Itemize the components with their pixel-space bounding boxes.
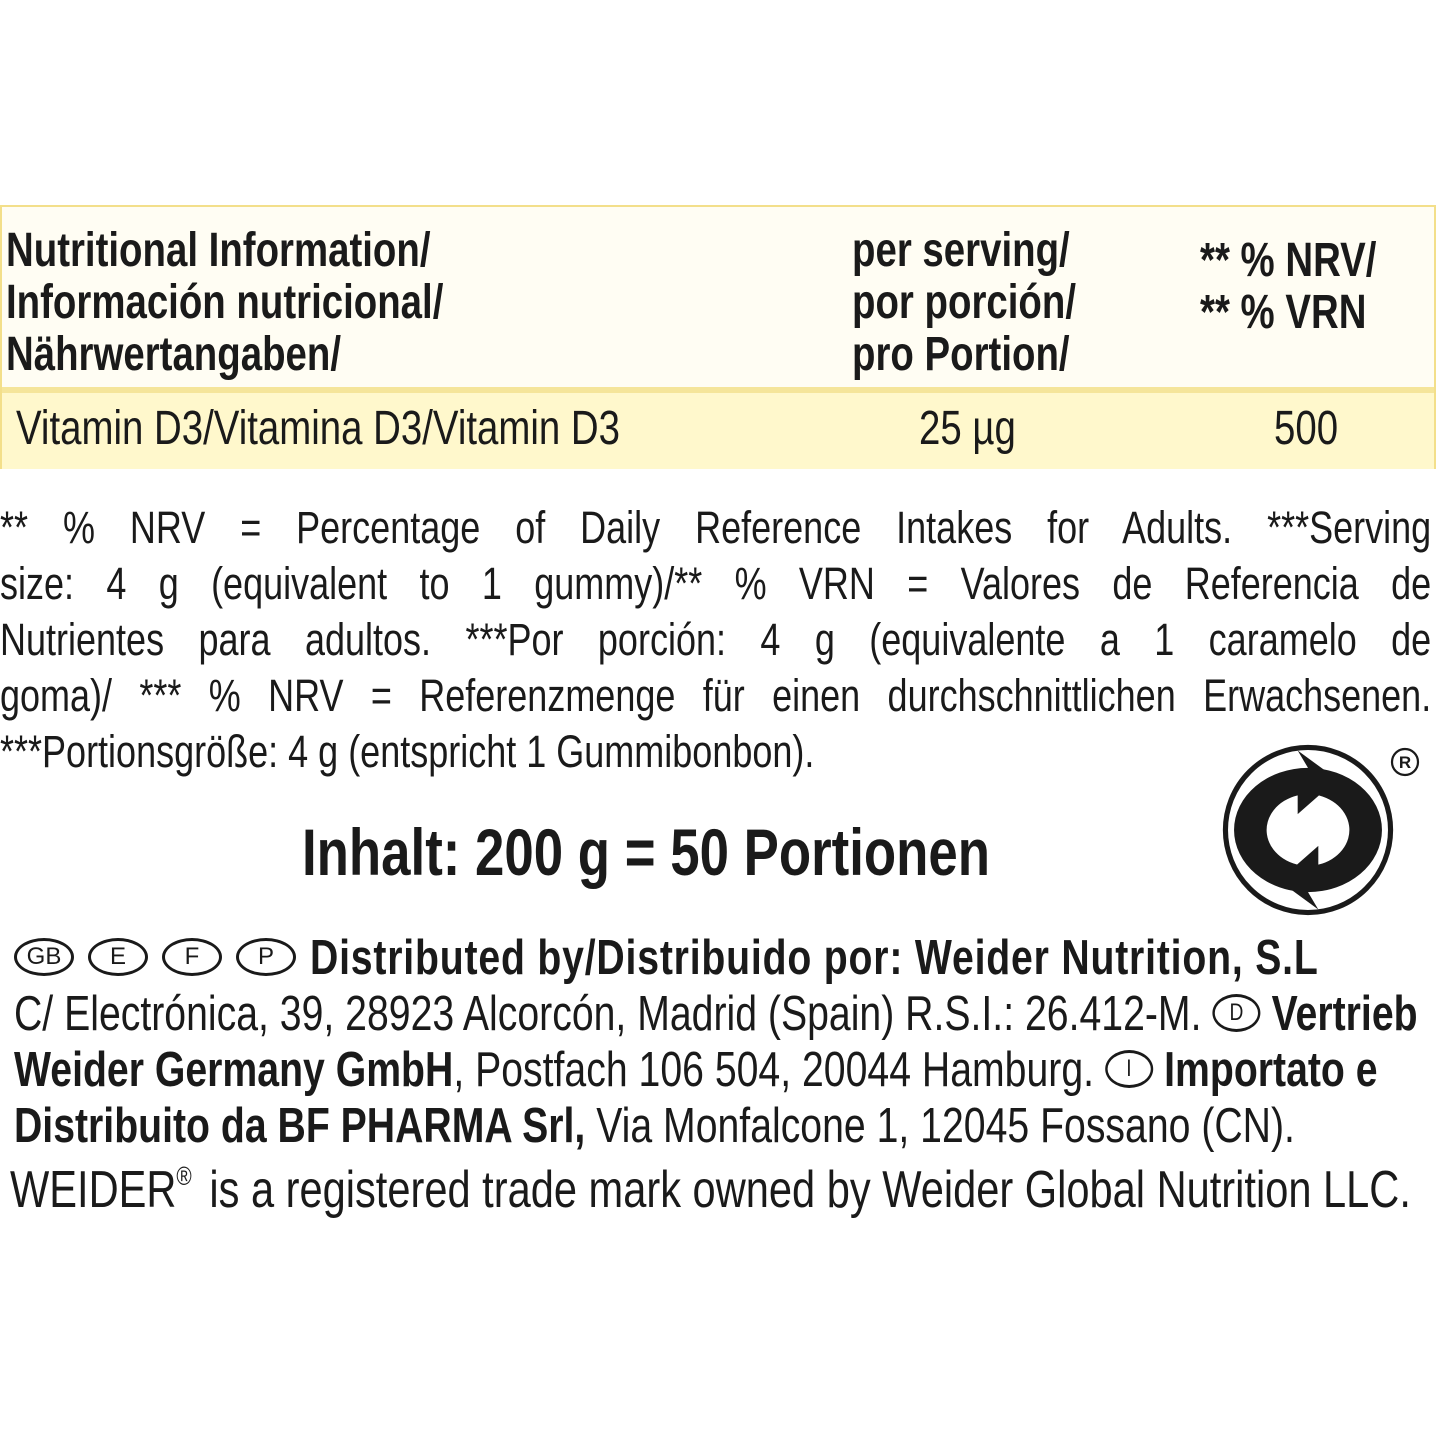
distributor-name: Distributed by/Distribuido por: Weider Nutrition, S.L [310,931,1319,985]
distributor-bold-text: Vertrieb [1271,987,1418,1041]
header-nutritional-information [6,225,553,381]
brand-name: WEIDER [10,1161,177,1219]
nutrient-nrv: 500 [1274,402,1339,455]
header-line: ** % NRV/ [1200,234,1377,287]
country-code-badge: I [1105,1050,1153,1088]
trademark-notice [10,1160,1436,1220]
table-row [2,393,1434,469]
header-line: ** % VRN [1200,286,1367,339]
country-code-badge: F [162,938,222,976]
distributor-line [14,1098,1436,1154]
green-dot-recycling-icon [1222,744,1394,916]
contents-label: Inhalt: 200 g = 50 Portionen [302,815,991,889]
distributor-address: , Postfach 106 504, 20044 Hamburg. [453,1043,1095,1097]
country-code-badge: P [236,938,296,976]
header-nrv [1200,235,1421,339]
nutrition-table [0,205,1436,469]
registered-symbol: ® [176,1161,192,1191]
footnote-line: goma)/ *** % NRV = Referenzmenge für einen durchschnittlichen Erwachsenen. [0,670,1432,721]
header-line: Información nutricional/ [6,276,444,329]
distributor-company: Weider Germany GmbH [14,1043,454,1097]
header-line: per serving/ [852,224,1070,277]
nutrient-name: Vitamin D3/Vitamina D3/Vitamin D3 [16,402,621,455]
nutrient-amount: 25 µg [919,402,1016,455]
header-line: Nutritional Information/ [6,224,431,277]
distributor-line [14,1042,1436,1098]
header-line: por porción/ [852,276,1076,329]
footnote-line: Nutrientes para adultos. ***Por porción: 4 g (equivalente a 1 caramelo de [0,614,1432,665]
footnote-line: ***Portionsgröße: 4 g (entspricht 1 Gummibonbon). [0,726,815,777]
distributor-company: Distribuito da BF PHARMA Srl, [14,1099,586,1153]
table-header [2,207,1434,387]
header-per-serving [852,225,1132,381]
distributor-bold-text: Importato e [1164,1043,1378,1097]
distributor-address: Via Monfalcone 1, 12045 Fossano (CN). [585,1099,1295,1153]
country-code-badge: D [1212,994,1260,1032]
trademark-text: is a registered trade mark owned by Weider Global Nutrition LLC. [209,1161,1411,1219]
distributor-line [14,986,1436,1042]
country-code-badge: E [88,938,148,976]
header-line: pro Portion/ [852,328,1070,381]
footnote [0,500,1431,780]
distributor-line [14,930,1436,986]
distributor-address: C/ Electrónica, 39, 28923 Alcorcón, Madrid (Spain) R.S.I.: 26.412-M. [14,987,1202,1041]
country-code-badge: GB [14,938,74,976]
footnote-line: size: 4 g (equivalent to 1 gummy)/** % VRN = Valores de Referencia de [0,558,1432,609]
svg-text:R: R [1398,753,1412,772]
header-line: Nährwertangaben/ [6,328,342,381]
registered-mark-icon [1389,746,1421,778]
footnote-line: ** % NRV = Percentage of Daily Reference Intakes for Adults. ***Serving [0,502,1432,553]
